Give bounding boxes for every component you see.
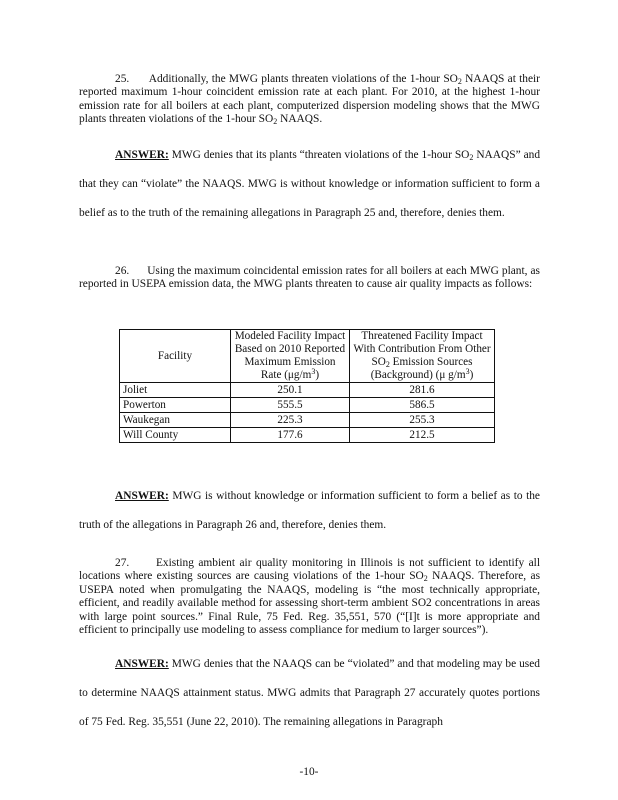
subscript: 2 bbox=[273, 117, 278, 127]
answer-text: MWG is without knowledge or information sufficient to form a belief as to the truth of the allegations in Paragraph 26 and, therefore, denies them. bbox=[79, 490, 540, 531]
cell-facility: Waukegan bbox=[120, 413, 231, 428]
table-row bbox=[120, 428, 495, 443]
answer-25 bbox=[79, 141, 540, 228]
subscript: 2 bbox=[457, 77, 462, 86]
paragraph-text: NAAQS at their reported maximum 1-hour coincident emission rate at each plant. For 2010, at the highest 1-hour emission rate for all boilers at each plant, computerized dispersion modeling shows that the MWG plants threaten violations of the 1-hour SO bbox=[79, 73, 540, 126]
cell-modeled: 555.5 bbox=[231, 398, 350, 413]
paragraph-number: 25. bbox=[115, 73, 130, 85]
answer-label: ANSWER: bbox=[115, 490, 169, 502]
paragraph-text: NAAQS. Therefore, as USEPA noted when promulgating the NAAQS, modeling is “the most technically appropriate, efficient, and readily available method for assessing short-term ambient SO2 concentrations in areas with large point sources.” Final Rule, 75 Fed. Reg. 35,551, 570 (“[I]t is more appropriate and efficient to principally use modeling to assess compliance for medium to larger sources”). bbox=[79, 570, 541, 637]
subscript: 2 bbox=[469, 153, 474, 162]
cell-threatened: 586.5 bbox=[350, 398, 495, 413]
table-row bbox=[120, 383, 495, 398]
paragraph-number: 26. bbox=[115, 265, 130, 277]
cell-modeled: 250.1 bbox=[231, 383, 350, 398]
cell-threatened: 255.3 bbox=[350, 413, 495, 428]
cell-facility: Joliet bbox=[120, 383, 231, 398]
cell-modeled: 177.6 bbox=[231, 428, 350, 443]
table-header-row bbox=[120, 330, 495, 383]
answer-label: ANSWER: bbox=[115, 149, 169, 161]
paragraph-text: Additionally, the MWG plants threaten violations of the 1-hour SO bbox=[148, 73, 458, 85]
answer-27 bbox=[79, 650, 540, 737]
paragraph-27 bbox=[79, 557, 540, 637]
answer-text: MWG denies that the NAAQS can be “violated” and that modeling may be used to determine NAAQS attainment status. MWG admits that Paragraph 27 accurately quotes portions of 75 Fed. Reg. 35,551 (June 22, 2010). The remaining allegations in Paragraph bbox=[79, 658, 540, 728]
cell-modeled: 225.3 bbox=[231, 413, 350, 428]
cell-facility: Will County bbox=[120, 428, 231, 443]
answer-label: ANSWER: bbox=[115, 658, 169, 670]
table-row bbox=[120, 398, 495, 413]
table-row bbox=[120, 413, 495, 428]
paragraph-25 bbox=[79, 73, 540, 127]
cell-threatened: 281.6 bbox=[350, 383, 495, 398]
air-quality-impact-table bbox=[119, 329, 495, 443]
paragraph-text: Using the maximum coincidental emission rates for all boilers at each MWG plant, as reported in USEPA emission data, the MWG plants threaten to cause air quality impacts as follows: bbox=[79, 265, 540, 291]
subscript: 2 bbox=[423, 574, 428, 584]
header-threatened-impact: Threatened Facility Impact With Contribution From Other $SO_2$ Emission Sources (Background) (μ $g/m^3$) bbox=[350, 330, 495, 383]
paragraph-text: NAAQS. bbox=[277, 113, 323, 126]
answer-26 bbox=[79, 482, 540, 540]
page-number: -10- bbox=[299, 766, 319, 778]
header-modeled-impact: Modeled Facility Impact Based on 2010 Reported Maximum Emission Rate $(\mu g/m^3)$ bbox=[231, 330, 350, 383]
cell-threatened: 212.5 bbox=[350, 428, 495, 443]
answer-text: MWG denies that its plants “threaten violations of the 1-hour SO bbox=[168, 149, 470, 161]
header-facility: Facility bbox=[120, 330, 231, 383]
cell-facility: Powerton bbox=[120, 398, 231, 413]
paragraph-26 bbox=[79, 265, 540, 292]
paragraph-text: Existing ambient air quality monitoring in Illinois is not sufficient to identify all locations where existing sources are causing violations of the 1-hour SO bbox=[79, 557, 540, 583]
paragraph-number: 27. bbox=[115, 557, 130, 569]
answer-text: NAAQS” and that they can “violate” the NAAQS. MWG is without knowledge or information sufficient to form a belief as to the truth of the remaining allegations in Paragraph 25 and, therefore, denies them. bbox=[79, 149, 541, 219]
